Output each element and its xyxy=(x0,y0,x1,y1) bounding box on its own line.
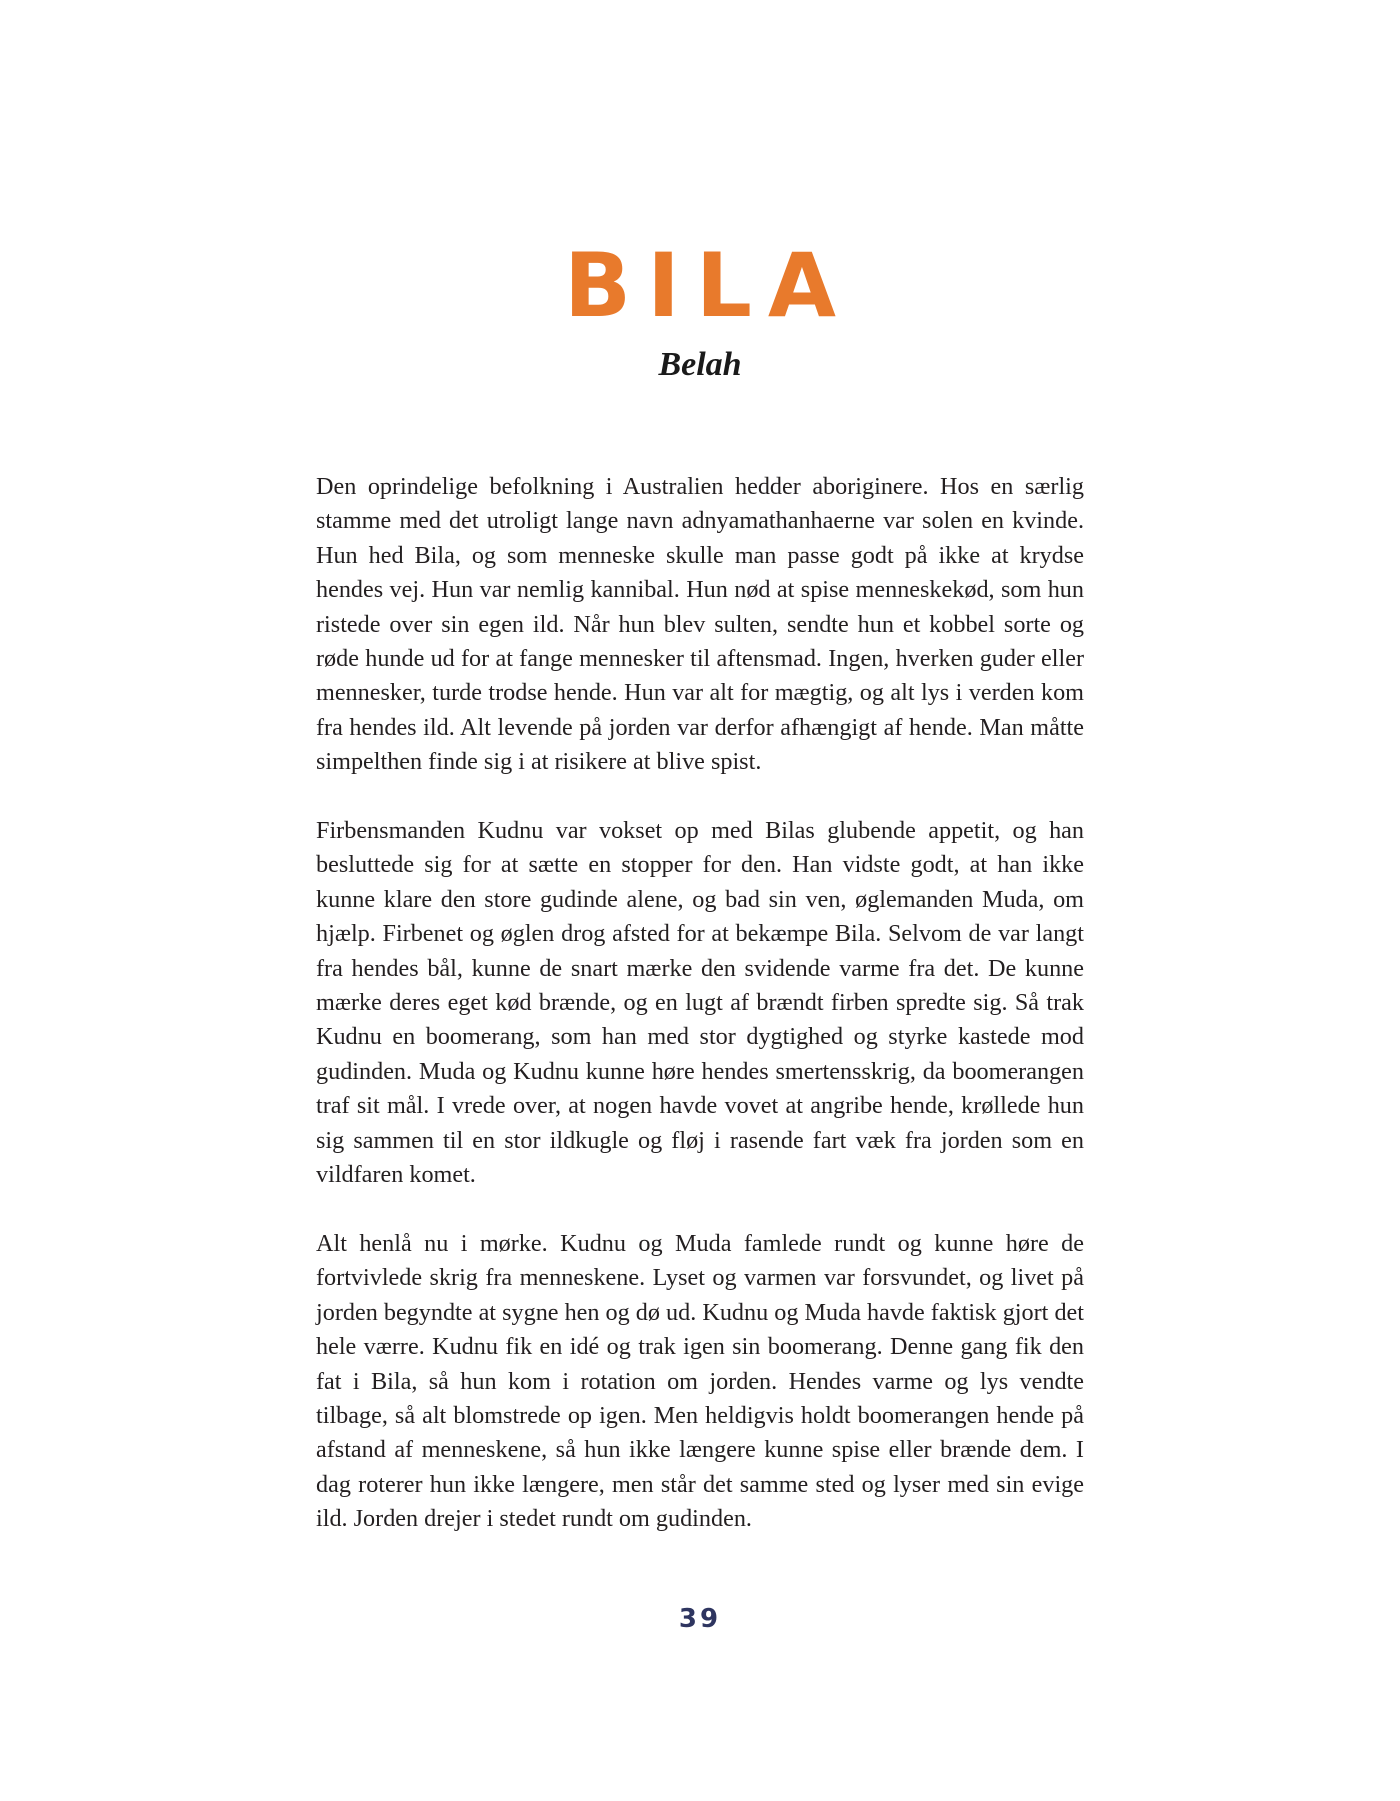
paragraph-1: Den oprindelige befolkning i Australien hedder aboriginere. Hos en særlig stamme med det utroligt lange navn adnyamathanhaerne var solen en kvinde. Hun hed Bila, og som menneske skulle man passe godt på ikke at krydse hendes vej. Hun var nemlig kannibal. Hun nød at spise menneskekød, som hun ristede over sin egen ild. Når hun blev sulten, sendte hun et kobbel sorte og røde hunde ud for at fange mennesker til aftensmad. Ingen, hverken guder eller mennesker, turde trodse hende. Hun var alt for mægtig, og alt lys i verden kom fra hendes ild. Alt levende på jorden var derfor afhængigt af hende. Man måtte simpelthen finde sig i at risikere at blive spist. xyxy=(316,473,1084,776)
page-number: 39 xyxy=(678,1604,722,1634)
paragraph-2: Firbensmanden Kudnu var vokset op med Bilas glubende appetit, og han besluttede sig for at sætte en stopper for den. Han vidste godt, at han ikke kunne klare den store gudinde alene, og bad sin ven, øglemanden Muda, om hjælp. Firbenet og øglen drog afsted for at bekæmpe Bila. Selvom de var langt fra hendes bål, kunne de snart mærke den svidende varme fra det. De kunne mærke deres eget kød brænde, og en lugt af brændt firben spredte sig. Så trak Kudnu en boomerang, som han med stor dygtighed og styrke kastede mod gudinden. Muda og Kudnu kunne høre hendes smertensskrig, da boomerangen traf sit mål. I vrede over, at nogen havde vovet at angribe hende, krøllede hun sig sammen til en stor ildkugle og fløj i rasende fart væk fra jorden som en vildfaren komet. xyxy=(316,817,1084,1189)
body-text xyxy=(316,470,1084,1537)
chapter-subtitle: Belah xyxy=(658,346,742,383)
chapter-title: BILA xyxy=(564,234,852,337)
paragraph-3: Alt henlå nu i mørke. Kudnu og Muda famlede rundt og kunne høre de fortvivlede skrig fra menneskene. Lyset og varmen var forsvundet, og livet på jorden begyndte at sygne hen og dø ud. Kudnu og Muda havde faktisk gjort det hele værre. Kudnu fik en idé og trak igen sin boomerang. Denne gang fik den fat i Bila, så hun kom i rotation om jorden. Hendes varme og lys vendte tilbage, så alt blomstrede op igen. Men heldigvis holdt boomerangen hende på afstand af menneskene, så hun ikke længere kunne spise eller brænde dem. I dag roterer hun ikke længere, men står det samme sted og lyser med sin evige ild. Jorden drejer i stedet rundt om gudinden. xyxy=(316,1229,1084,1533)
